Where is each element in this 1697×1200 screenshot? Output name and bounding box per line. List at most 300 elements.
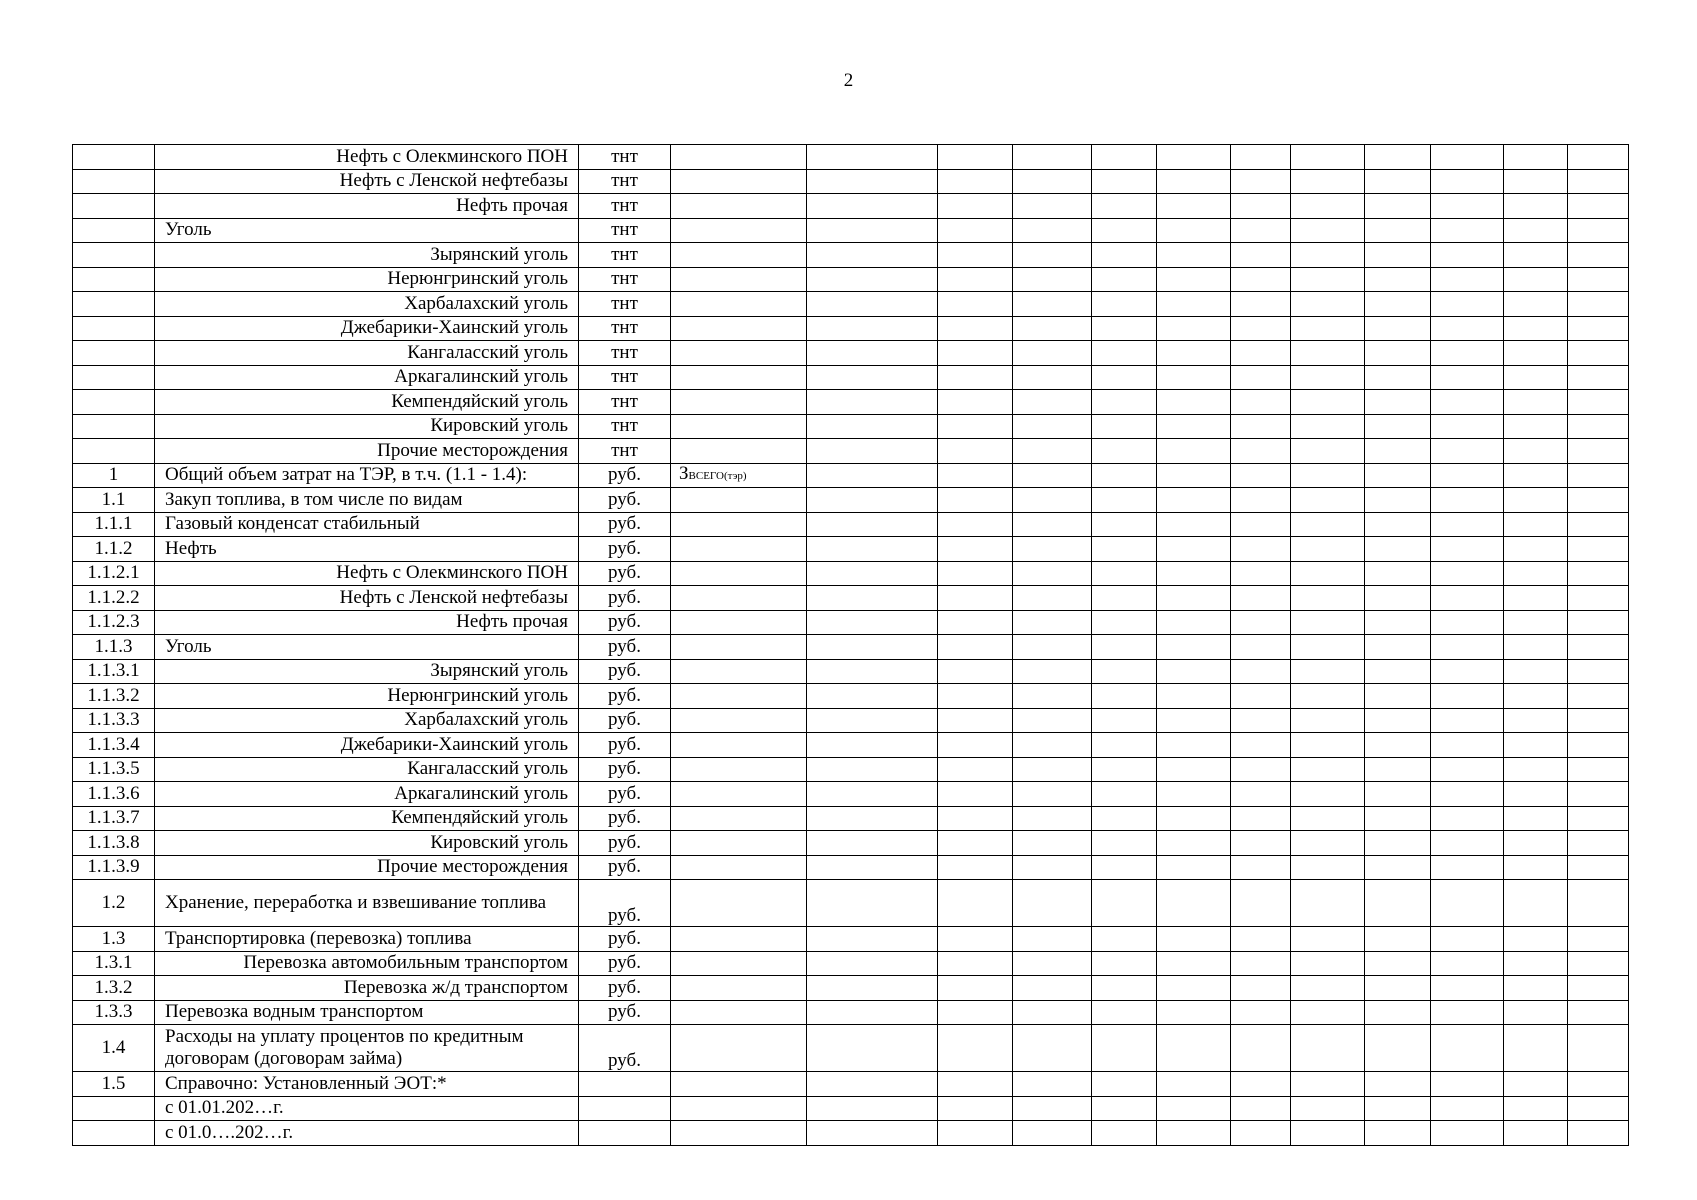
- empty-cell: [1092, 855, 1157, 880]
- empty-cell: [1504, 1025, 1568, 1072]
- row-unit-cell: тнт: [579, 439, 671, 464]
- empty-cell: [1365, 194, 1431, 219]
- empty-cell: [1291, 1121, 1365, 1146]
- row-value-cell: [671, 806, 807, 831]
- empty-cell: [1157, 341, 1231, 366]
- empty-cell: [1568, 512, 1629, 537]
- empty-cell: [1568, 537, 1629, 562]
- empty-cell: [1365, 1025, 1431, 1072]
- empty-cell: [1568, 1000, 1629, 1025]
- row-value-cell: [671, 267, 807, 292]
- row-name-cell: Перевозка водным транспортом: [155, 1000, 579, 1025]
- row-unit-cell: руб.: [579, 708, 671, 733]
- empty-cell: [1013, 292, 1092, 317]
- empty-cell: [1568, 243, 1629, 268]
- empty-cell: [1365, 1096, 1431, 1121]
- empty-cell: [1291, 635, 1365, 660]
- empty-cell: [1231, 708, 1291, 733]
- empty-cell: [1231, 782, 1291, 807]
- empty-cell: [1568, 610, 1629, 635]
- empty-cell: [1291, 365, 1365, 390]
- empty-cell: [1365, 439, 1431, 464]
- empty-cell: [1157, 733, 1231, 758]
- row-unit-cell: тнт: [579, 414, 671, 439]
- empty-cell: [1568, 927, 1629, 952]
- empty-cell: [938, 194, 1013, 219]
- table-row: [73, 806, 1629, 831]
- empty-cell: [1504, 782, 1568, 807]
- row-number-cell: 1.1.3.3: [73, 708, 155, 733]
- empty-cell: [938, 512, 1013, 537]
- empty-cell: [1157, 684, 1231, 709]
- row-number-cell: [73, 292, 155, 317]
- row-unit-cell: руб.: [579, 855, 671, 880]
- empty-cell: [1504, 659, 1568, 684]
- row-name-cell: Аркагалинский уголь: [155, 365, 579, 390]
- empty-cell: [1291, 610, 1365, 635]
- empty-cell: [1231, 414, 1291, 439]
- empty-cell: [1092, 243, 1157, 268]
- empty-cell: [1013, 390, 1092, 415]
- empty-cell: [1157, 806, 1231, 831]
- empty-cell: [1568, 1096, 1629, 1121]
- table-row: [73, 1121, 1629, 1146]
- row-name-cell: Кемпендяйский уголь: [155, 390, 579, 415]
- empty-cell: [1431, 439, 1504, 464]
- empty-cell: [1092, 169, 1157, 194]
- row-name-cell: Кировский уголь: [155, 831, 579, 856]
- empty-cell: [938, 316, 1013, 341]
- row-unit-cell: руб.: [579, 684, 671, 709]
- empty-cell: [1431, 1121, 1504, 1146]
- empty-cell: [1568, 414, 1629, 439]
- row-number-cell: [73, 414, 155, 439]
- row-unit-cell: руб.: [579, 659, 671, 684]
- empty-cell: [1291, 537, 1365, 562]
- empty-cell: [1504, 561, 1568, 586]
- empty-cell: [1231, 927, 1291, 952]
- empty-cell: [1092, 1072, 1157, 1097]
- row-unit-cell: тнт: [579, 292, 671, 317]
- empty-cell: [938, 1000, 1013, 1025]
- row-number-cell: 1.4: [73, 1025, 155, 1072]
- row-value-cell: [671, 855, 807, 880]
- empty-cell: [1092, 880, 1157, 927]
- empty-cell: [1431, 341, 1504, 366]
- row-number-cell: 1.1.3.9: [73, 855, 155, 880]
- row-unit-cell: тнт: [579, 365, 671, 390]
- empty-cell: [1291, 488, 1365, 513]
- empty-cell: [1013, 586, 1092, 611]
- empty-cell: [1568, 145, 1629, 170]
- table-row: [73, 316, 1629, 341]
- empty-cell: [807, 316, 938, 341]
- empty-cell: [938, 145, 1013, 170]
- empty-cell: [1157, 831, 1231, 856]
- empty-cell: [807, 1096, 938, 1121]
- row-unit-cell: руб.: [579, 586, 671, 611]
- empty-cell: [1013, 243, 1092, 268]
- empty-cell: [1504, 145, 1568, 170]
- empty-cell: [1431, 1096, 1504, 1121]
- empty-cell: [1504, 194, 1568, 219]
- empty-cell: [1365, 635, 1431, 660]
- table-row: [73, 635, 1629, 660]
- empty-cell: [807, 659, 938, 684]
- empty-cell: [1431, 316, 1504, 341]
- row-name-cell: Нефть прочая: [155, 610, 579, 635]
- empty-cell: [938, 463, 1013, 488]
- empty-cell: [938, 757, 1013, 782]
- empty-cell: [1431, 733, 1504, 758]
- row-name-cell: Справочно: Установленный ЭОТ:*: [155, 1072, 579, 1097]
- row-value-cell: [671, 169, 807, 194]
- empty-cell: [1231, 586, 1291, 611]
- empty-cell: [1568, 561, 1629, 586]
- empty-cell: [1365, 267, 1431, 292]
- empty-cell: [1291, 341, 1365, 366]
- empty-cell: [1291, 439, 1365, 464]
- row-name-cell: с 01.0….202…г.: [155, 1121, 579, 1146]
- empty-cell: [1431, 169, 1504, 194]
- empty-cell: [938, 1096, 1013, 1121]
- empty-cell: [1365, 880, 1431, 927]
- row-name-cell: Общий объем затрат на ТЭР, в т.ч. (1.1 - 1.4):: [155, 463, 579, 488]
- empty-cell: [1231, 390, 1291, 415]
- empty-cell: [1431, 365, 1504, 390]
- empty-cell: [938, 390, 1013, 415]
- empty-cell: [1504, 927, 1568, 952]
- table-row: [73, 537, 1629, 562]
- empty-cell: [1231, 194, 1291, 219]
- empty-cell: [1231, 169, 1291, 194]
- empty-cell: [1431, 1072, 1504, 1097]
- empty-cell: [1231, 341, 1291, 366]
- empty-cell: [1092, 733, 1157, 758]
- empty-cell: [807, 292, 938, 317]
- empty-cell: [1504, 951, 1568, 976]
- empty-cell: [1092, 1025, 1157, 1072]
- empty-cell: [1504, 635, 1568, 660]
- empty-cell: [1157, 927, 1231, 952]
- row-value-cell: [671, 488, 807, 513]
- row-number-cell: 1.1.2.1: [73, 561, 155, 586]
- row-value-cell: [671, 145, 807, 170]
- empty-cell: [1504, 757, 1568, 782]
- empty-cell: [1291, 806, 1365, 831]
- fuel-costs-table: [72, 144, 1629, 1146]
- row-value-cell: [671, 1096, 807, 1121]
- empty-cell: [1092, 365, 1157, 390]
- empty-cell: [1431, 610, 1504, 635]
- row-name-cell: Кангаласский уголь: [155, 341, 579, 366]
- table-row: [73, 1000, 1629, 1025]
- row-number-cell: [73, 218, 155, 243]
- row-name-cell: Джебарики-Хаинский уголь: [155, 316, 579, 341]
- empty-cell: [1092, 488, 1157, 513]
- empty-cell: [1568, 390, 1629, 415]
- empty-cell: [1568, 1025, 1629, 1072]
- table-row: [73, 880, 1629, 927]
- empty-cell: [1431, 708, 1504, 733]
- empty-cell: [938, 243, 1013, 268]
- empty-cell: [807, 488, 938, 513]
- empty-cell: [938, 635, 1013, 660]
- empty-cell: [1013, 733, 1092, 758]
- empty-cell: [1231, 635, 1291, 660]
- empty-cell: [807, 365, 938, 390]
- row-value-cell: [671, 831, 807, 856]
- empty-cell: [1504, 463, 1568, 488]
- empty-cell: [1365, 586, 1431, 611]
- empty-cell: [938, 708, 1013, 733]
- empty-cell: [1365, 145, 1431, 170]
- empty-cell: [1568, 194, 1629, 219]
- empty-cell: [1092, 927, 1157, 952]
- empty-cell: [1092, 194, 1157, 219]
- row-name-cell: Нефть с Олекминского ПОН: [155, 561, 579, 586]
- row-number-cell: 1: [73, 463, 155, 488]
- empty-cell: [1365, 1121, 1431, 1146]
- empty-cell: [807, 390, 938, 415]
- empty-cell: [1568, 951, 1629, 976]
- row-name-cell: Перевозка ж/д транспортом: [155, 976, 579, 1001]
- row-number-cell: 1.1.2: [73, 537, 155, 562]
- empty-cell: [1092, 586, 1157, 611]
- table-row: [73, 512, 1629, 537]
- empty-cell: [1157, 169, 1231, 194]
- empty-cell: [1231, 1000, 1291, 1025]
- empty-cell: [1231, 1096, 1291, 1121]
- empty-cell: [1291, 951, 1365, 976]
- row-value-cell: [671, 1000, 807, 1025]
- table-row: [73, 831, 1629, 856]
- row-number-cell: 1.1.2.3: [73, 610, 155, 635]
- row-value-cell: [671, 708, 807, 733]
- empty-cell: [807, 194, 938, 219]
- empty-cell: [1157, 880, 1231, 927]
- empty-cell: [938, 659, 1013, 684]
- empty-cell: [1231, 684, 1291, 709]
- empty-cell: [1231, 292, 1291, 317]
- empty-cell: [1157, 1000, 1231, 1025]
- empty-cell: [1504, 976, 1568, 1001]
- row-name-cell: Перевозка автомобильным транспортом: [155, 951, 579, 976]
- empty-cell: [807, 243, 938, 268]
- empty-cell: [1092, 976, 1157, 1001]
- empty-cell: [1431, 782, 1504, 807]
- empty-cell: [1291, 316, 1365, 341]
- empty-cell: [1365, 927, 1431, 952]
- row-value-cell: [671, 880, 807, 927]
- table-row: [73, 610, 1629, 635]
- row-unit-cell: [579, 1096, 671, 1121]
- empty-cell: [1013, 684, 1092, 709]
- empty-cell: [1504, 390, 1568, 415]
- empty-cell: [1568, 831, 1629, 856]
- empty-cell: [938, 586, 1013, 611]
- empty-cell: [1092, 1121, 1157, 1146]
- empty-cell: [938, 169, 1013, 194]
- empty-cell: [1431, 243, 1504, 268]
- empty-cell: [1291, 390, 1365, 415]
- empty-cell: [1365, 733, 1431, 758]
- empty-cell: [1431, 659, 1504, 684]
- empty-cell: [1568, 659, 1629, 684]
- empty-cell: [1365, 831, 1431, 856]
- empty-cell: [1157, 194, 1231, 219]
- empty-cell: [807, 684, 938, 709]
- empty-cell: [1013, 512, 1092, 537]
- empty-cell: [1431, 855, 1504, 880]
- empty-cell: [1568, 316, 1629, 341]
- row-value-cell: [671, 292, 807, 317]
- row-unit-cell: тнт: [579, 194, 671, 219]
- empty-cell: [1431, 390, 1504, 415]
- row-unit-cell: тнт: [579, 243, 671, 268]
- row-number-cell: [73, 1121, 155, 1146]
- empty-cell: [1013, 659, 1092, 684]
- row-name-cell: Аркагалинский уголь: [155, 782, 579, 807]
- empty-cell: [1157, 1025, 1231, 1072]
- empty-cell: [938, 733, 1013, 758]
- value-symbol: З: [679, 463, 689, 485]
- empty-cell: [1504, 806, 1568, 831]
- empty-cell: [1092, 561, 1157, 586]
- empty-cell: [1568, 855, 1629, 880]
- empty-cell: [1092, 831, 1157, 856]
- empty-cell: [1365, 757, 1431, 782]
- empty-cell: [1291, 267, 1365, 292]
- empty-cell: [1431, 831, 1504, 856]
- row-value-cell: [671, 194, 807, 219]
- empty-cell: [1157, 267, 1231, 292]
- empty-cell: [1013, 757, 1092, 782]
- empty-cell: [1431, 463, 1504, 488]
- empty-cell: [1013, 782, 1092, 807]
- row-name-cell: Газовый конденсат стабильный: [155, 512, 579, 537]
- empty-cell: [1231, 267, 1291, 292]
- empty-cell: [1157, 708, 1231, 733]
- empty-cell: [1013, 1096, 1092, 1121]
- row-value-cell: [671, 782, 807, 807]
- empty-cell: [1431, 1025, 1504, 1072]
- empty-cell: [1092, 951, 1157, 976]
- table-row: [73, 659, 1629, 684]
- empty-cell: [1231, 537, 1291, 562]
- row-unit-cell: руб.: [579, 976, 671, 1001]
- empty-cell: [1291, 684, 1365, 709]
- row-name-cell: Хранение, переработка и взвешивание топлива: [155, 880, 579, 927]
- empty-cell: [1431, 927, 1504, 952]
- empty-cell: [1504, 267, 1568, 292]
- row-value-cell: [671, 1025, 807, 1072]
- empty-cell: [1431, 635, 1504, 660]
- empty-cell: [1157, 145, 1231, 170]
- empty-cell: [1431, 880, 1504, 927]
- empty-cell: [1231, 439, 1291, 464]
- empty-cell: [1013, 414, 1092, 439]
- empty-cell: [807, 806, 938, 831]
- empty-cell: [1157, 292, 1231, 317]
- page-number: 2: [843, 70, 854, 91]
- row-value-cell: [671, 1072, 807, 1097]
- empty-cell: [807, 1000, 938, 1025]
- empty-cell: [1365, 292, 1431, 317]
- row-value-cell: [671, 537, 807, 562]
- empty-cell: [1504, 537, 1568, 562]
- empty-cell: [1504, 855, 1568, 880]
- row-unit-cell: руб.: [579, 537, 671, 562]
- row-number-cell: [73, 267, 155, 292]
- empty-cell: [1231, 512, 1291, 537]
- empty-cell: [1568, 1072, 1629, 1097]
- row-unit-cell: руб.: [579, 733, 671, 758]
- empty-cell: [1431, 194, 1504, 219]
- empty-cell: [1291, 463, 1365, 488]
- empty-cell: [1157, 512, 1231, 537]
- empty-cell: [1231, 951, 1291, 976]
- empty-cell: [938, 414, 1013, 439]
- empty-cell: [1013, 1025, 1092, 1072]
- row-value-cell: [671, 341, 807, 366]
- empty-cell: [1157, 635, 1231, 660]
- empty-cell: [1568, 733, 1629, 758]
- empty-cell: [807, 757, 938, 782]
- empty-cell: [807, 169, 938, 194]
- empty-cell: [1157, 537, 1231, 562]
- empty-cell: [1013, 880, 1092, 927]
- table-row: [73, 1025, 1629, 1072]
- empty-cell: [1504, 414, 1568, 439]
- empty-cell: [938, 561, 1013, 586]
- row-unit-cell: руб.: [579, 927, 671, 952]
- row-unit-cell: тнт: [579, 316, 671, 341]
- empty-cell: [1157, 757, 1231, 782]
- empty-cell: [1157, 561, 1231, 586]
- empty-cell: [807, 586, 938, 611]
- empty-cell: [1504, 1072, 1568, 1097]
- empty-cell: [938, 610, 1013, 635]
- empty-cell: [1092, 659, 1157, 684]
- empty-cell: [1092, 439, 1157, 464]
- empty-cell: [1504, 1096, 1568, 1121]
- row-name-cell: Нефть с Ленской нефтебазы: [155, 586, 579, 611]
- empty-cell: [1568, 488, 1629, 513]
- row-unit-cell: руб.: [579, 1025, 671, 1072]
- empty-cell: [1568, 365, 1629, 390]
- row-value-cell: [671, 1121, 807, 1146]
- empty-cell: [1365, 341, 1431, 366]
- empty-cell: [1291, 145, 1365, 170]
- empty-cell: [1092, 414, 1157, 439]
- empty-cell: [1568, 218, 1629, 243]
- row-name-cell: Кировский уголь: [155, 414, 579, 439]
- row-value-cell: [671, 610, 807, 635]
- row-value-cell: [671, 414, 807, 439]
- table-row: [73, 684, 1629, 709]
- empty-cell: [938, 880, 1013, 927]
- row-number-cell: 1.2: [73, 880, 155, 927]
- row-number-cell: 1.1.3.6: [73, 782, 155, 807]
- empty-cell: [807, 537, 938, 562]
- empty-cell: [1092, 610, 1157, 635]
- table-row: [73, 439, 1629, 464]
- empty-cell: [1013, 1000, 1092, 1025]
- empty-cell: [1231, 1025, 1291, 1072]
- empty-cell: [938, 684, 1013, 709]
- empty-cell: [1013, 806, 1092, 831]
